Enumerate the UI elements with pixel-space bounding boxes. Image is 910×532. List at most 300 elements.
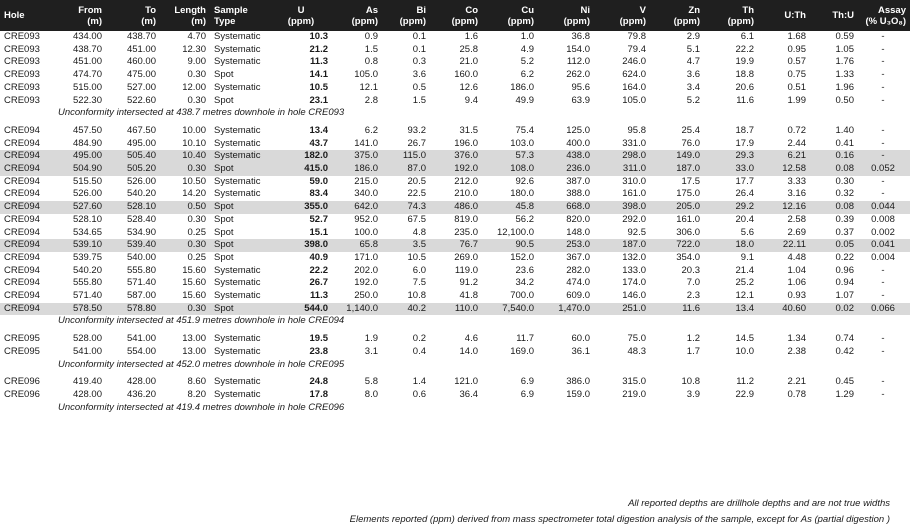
- cell-th-u: 0.45: [835, 376, 854, 388]
- cell-to: 554.00: [126, 345, 156, 357]
- col-header-co: Co (ppm): [430, 0, 482, 31]
- cell-assay: 0.004: [871, 251, 895, 263]
- cell-length: 0.50: [160, 201, 210, 214]
- cell-as: 3.1: [364, 345, 378, 357]
- cell-to: 505.20: [106, 163, 160, 176]
- cell-from: 526.00: [72, 188, 102, 200]
- cell-assay: -: [858, 150, 910, 163]
- unconformity-note: Unconformity intersected at 419.4 metres downhole in hole CRE096: [58, 401, 345, 413]
- cell-u-th: 40.60: [758, 303, 810, 316]
- cell-co: 819.0: [454, 213, 478, 225]
- cell-zn: 722.0: [650, 239, 704, 252]
- table-row: [0, 138, 910, 151]
- cell-v: 174.0: [622, 277, 646, 289]
- cell-v: 246.0: [622, 56, 646, 68]
- cell-u: 43.7: [309, 137, 328, 149]
- table-row: [0, 214, 910, 227]
- cell-cu: 12,100.0: [497, 226, 534, 238]
- cell-u: 23.8: [309, 345, 328, 357]
- cell-bi: 74.3: [382, 201, 430, 214]
- table-row: [0, 252, 910, 265]
- cell-th: 11.2: [736, 376, 754, 388]
- cell-cu: 5.2: [520, 56, 534, 68]
- table-row: [0, 188, 910, 201]
- table-header-row: [0, 0, 910, 31]
- cell-co: 486.0: [430, 201, 482, 214]
- cell-to: 555.80: [126, 264, 156, 276]
- cell-th-u: 1.96: [835, 81, 854, 93]
- cell-to: 587.00: [126, 290, 156, 302]
- cell-cu: 169.0: [510, 345, 534, 357]
- cell-th-u: 0.02: [810, 303, 858, 316]
- cell-assay: -: [881, 81, 885, 93]
- cell-u: 13.4: [309, 124, 328, 136]
- cell-u-th: 0.78: [787, 388, 806, 400]
- cell-cu: 4.9: [520, 43, 534, 55]
- cell-th: 25.2: [735, 277, 754, 289]
- cell-as: 5.8: [364, 376, 378, 388]
- cell-length: 8.60: [187, 376, 206, 388]
- cell-zn: 3.4: [686, 81, 700, 93]
- cell-hole: CRE094: [0, 303, 52, 316]
- col-header-cu: Cu (ppm): [482, 0, 538, 31]
- cell-u-th: 2.58: [787, 213, 806, 225]
- cell-hole: CRE094: [0, 163, 52, 176]
- cell-th-u: 1.05: [835, 43, 854, 55]
- cell-u-th: 1.34: [787, 333, 806, 345]
- cell-u: 544.0: [272, 303, 332, 316]
- cell-co: 160.0: [454, 69, 478, 81]
- cell-bi: 4.8: [412, 226, 426, 238]
- cell-from: 457.50: [72, 124, 102, 136]
- cell-u: 10.3: [309, 31, 328, 42]
- cell-to: 436.20: [126, 388, 156, 400]
- cell-to: 534.90: [126, 226, 156, 238]
- table-row: [0, 82, 910, 95]
- col-header-assay: Assay (% U₃O₈): [858, 0, 910, 31]
- cell-as: 952.0: [354, 213, 378, 225]
- cell-sample-type: Spot: [214, 69, 234, 81]
- cell-th: 9.1: [740, 251, 754, 263]
- cell-v: 146.0: [622, 290, 646, 302]
- cell-to: 540.00: [126, 251, 156, 263]
- table-row: [0, 44, 910, 57]
- cell-length: 0.25: [187, 226, 206, 238]
- cell-th: 29.3: [704, 150, 758, 163]
- cell-u-th: 2.44: [787, 137, 806, 149]
- cell-u: 59.0: [309, 175, 328, 187]
- cell-ni: 63.9: [571, 94, 590, 106]
- table-row: [0, 163, 910, 176]
- cell-length: 15.60: [182, 290, 206, 302]
- cell-bi: 0.2: [412, 333, 426, 345]
- cell-length: 4.70: [187, 31, 206, 42]
- table-row: [0, 239, 910, 252]
- cell-length: 0.25: [187, 251, 206, 263]
- cell-v: 79.8: [627, 31, 646, 42]
- table-body: [0, 31, 910, 414]
- cell-ni: 36.8: [571, 31, 590, 42]
- cell-as: 100.0: [354, 226, 378, 238]
- cell-cu: 1.0: [520, 31, 534, 42]
- cell-as: 8.0: [364, 388, 378, 400]
- cell-ni: 282.0: [566, 264, 590, 276]
- cell-hole: CRE094: [4, 264, 40, 276]
- cell-th-u: 0.50: [835, 94, 854, 106]
- cell-length: 15.60: [182, 277, 206, 289]
- cell-bi: 3.5: [382, 239, 430, 252]
- cell-th-u: 0.41: [835, 137, 854, 149]
- table-row: [0, 95, 910, 108]
- cell-ni: 154.0: [566, 43, 590, 55]
- cell-ni: 387.0: [566, 175, 590, 187]
- cell-th-u: 0.08: [810, 201, 858, 214]
- cell-from: 539.10: [52, 239, 106, 252]
- table-row: [0, 265, 910, 278]
- cell-as: 65.8: [332, 239, 382, 252]
- col-header-u: U (ppm): [272, 0, 332, 31]
- cell-to: 460.00: [126, 56, 156, 68]
- cell-to: 578.80: [106, 303, 160, 316]
- cell-u: 10.5: [309, 81, 328, 93]
- cell-ni: 668.0: [538, 201, 594, 214]
- cell-to: 526.00: [126, 175, 156, 187]
- cell-to: 438.70: [126, 31, 156, 42]
- cell-bi: 93.2: [407, 124, 426, 136]
- cell-length: 10.50: [182, 175, 206, 187]
- cell-cu: 45.8: [482, 201, 538, 214]
- cell-v: 132.0: [622, 251, 646, 263]
- cell-v: 75.0: [627, 333, 646, 345]
- cell-th: 20.4: [735, 213, 754, 225]
- cell-to: 522.60: [126, 94, 156, 106]
- cell-to: 451.00: [126, 43, 156, 55]
- cell-sample-type: Systematic: [214, 31, 261, 42]
- cell-v: 161.0: [622, 188, 646, 200]
- cell-zn: 5.1: [686, 43, 700, 55]
- cell-co: 376.0: [430, 150, 482, 163]
- cell-u: 83.4: [309, 188, 328, 200]
- cell-zn: 1.2: [686, 333, 700, 345]
- cell-from: 522.30: [72, 94, 102, 106]
- cell-hole: CRE094: [4, 226, 40, 238]
- cell-from: 534.65: [72, 226, 102, 238]
- cell-hole: CRE094: [4, 277, 40, 289]
- cell-sample-type: Systematic: [214, 333, 261, 345]
- cell-zn: 161.0: [676, 213, 700, 225]
- unconformity-note-row: [0, 402, 910, 415]
- cell-u-th: 2.21: [787, 376, 806, 388]
- cell-sample-type: Spot: [210, 201, 272, 214]
- cell-length: 0.30: [187, 94, 206, 106]
- cell-zn: 5.2: [686, 94, 700, 106]
- cell-cu: 49.9: [515, 94, 534, 106]
- cell-th-u: 0.42: [835, 345, 854, 357]
- cell-th: 5.6: [740, 226, 754, 238]
- cell-cu: 56.2: [515, 213, 534, 225]
- cell-assay: -: [881, 388, 885, 400]
- table-row: [0, 333, 910, 346]
- cell-cu: 700.0: [510, 290, 534, 302]
- cell-u-th: 1.04: [787, 264, 806, 276]
- cell-sample-type: Systematic: [214, 43, 261, 55]
- cell-from: 515.00: [72, 81, 102, 93]
- footnote-method: Elements reported (ppm) derived from mass spectrometer total digestion analysis of the sample, except for As (partial digestion ): [349, 514, 890, 525]
- cell-sample-type: Systematic: [214, 345, 261, 357]
- cell-from: 504.90: [52, 163, 106, 176]
- cell-th: 12.1: [735, 290, 754, 302]
- cell-length: 10.40: [160, 150, 210, 163]
- cell-assay: 0.041: [858, 239, 910, 252]
- cell-v: 164.0: [622, 81, 646, 93]
- cell-to: 539.40: [106, 239, 160, 252]
- cell-sample-type: Systematic: [214, 388, 261, 400]
- cell-co: 119.0: [454, 264, 478, 276]
- cell-ni: 367.0: [566, 251, 590, 263]
- cell-sample-type: Systematic: [214, 124, 261, 136]
- cell-th: 29.2: [704, 201, 758, 214]
- cell-ni: 36.1: [571, 345, 590, 357]
- col-header-u-th-ratio: U:Th: [758, 0, 810, 31]
- table-row: [0, 277, 910, 290]
- unconformity-note: Unconformity intersected at 438.7 metres downhole in hole CRE093: [58, 107, 345, 119]
- table-row: [0, 303, 910, 316]
- cell-bi: 22.5: [407, 188, 426, 200]
- cell-u-th: 0.51: [787, 81, 806, 93]
- cell-to: 467.50: [126, 124, 156, 136]
- cell-co: 31.5: [459, 124, 478, 136]
- cell-length: 12.30: [182, 43, 206, 55]
- cell-length: 15.60: [182, 264, 206, 276]
- cell-assay: -: [881, 345, 885, 357]
- cell-as: 340.0: [354, 188, 378, 200]
- cell-u: 355.0: [272, 201, 332, 214]
- cell-th: 11.6: [736, 94, 754, 106]
- cell-hole: CRE094: [4, 251, 40, 263]
- cell-th-u: 0.30: [835, 175, 854, 187]
- cell-as: 250.0: [354, 290, 378, 302]
- table-row: [0, 346, 910, 359]
- cell-u-th: 22.11: [758, 239, 810, 252]
- cell-u: 52.7: [309, 213, 328, 225]
- cell-zn: 1.7: [686, 345, 700, 357]
- cell-from: 474.70: [72, 69, 102, 81]
- cell-co: 21.0: [459, 56, 478, 68]
- cell-hole: CRE094: [0, 150, 52, 163]
- cell-v: 219.0: [622, 388, 646, 400]
- cell-v: 79.4: [627, 43, 646, 55]
- footnote-depths: All reported depths are drillhole depths and are not true widths: [628, 498, 890, 509]
- cell-from: 434.00: [72, 31, 102, 42]
- cell-zn: 205.0: [650, 201, 704, 214]
- cell-th: 26.4: [735, 188, 754, 200]
- cell-co: 12.6: [459, 81, 478, 93]
- cell-th-u: 1.40: [835, 124, 854, 136]
- cell-assay: -: [881, 137, 885, 149]
- cell-cu: 6.9: [520, 388, 534, 400]
- cell-u-th: 1.06: [787, 277, 806, 289]
- cell-zn: 2.9: [686, 31, 700, 42]
- cell-v: 251.0: [594, 303, 650, 316]
- unconformity-note: Unconformity intersected at 452.0 metres downhole in hole CRE095: [58, 358, 345, 370]
- cell-v: 48.3: [627, 345, 646, 357]
- cell-cu: 152.0: [510, 251, 534, 263]
- cell-as: 6.2: [364, 124, 378, 136]
- cell-from: 495.00: [52, 150, 106, 163]
- cell-ni: 386.0: [566, 376, 590, 388]
- cell-th: 18.0: [704, 239, 758, 252]
- cell-assay: -: [881, 56, 885, 68]
- cell-v: 398.0: [594, 201, 650, 214]
- cell-assay: -: [881, 264, 885, 276]
- cell-length: 10.10: [182, 137, 206, 149]
- cell-from: 515.50: [72, 175, 102, 187]
- cell-u: 182.0: [272, 150, 332, 163]
- cell-co: 76.7: [430, 239, 482, 252]
- table-row: [0, 290, 910, 303]
- cell-zn: 149.0: [650, 150, 704, 163]
- cell-co: 91.2: [459, 277, 478, 289]
- cell-length: 8.20: [187, 388, 206, 400]
- cell-co: 212.0: [454, 175, 478, 187]
- cell-zn: 306.0: [676, 226, 700, 238]
- cell-from: 539.75: [72, 251, 102, 263]
- cell-bi: 0.1: [412, 43, 426, 55]
- cell-bi: 1.4: [412, 376, 426, 388]
- cell-hole: CRE095: [4, 333, 40, 345]
- cell-co: 1.6: [464, 31, 478, 42]
- cell-co: 41.8: [459, 290, 478, 302]
- cell-ni: 1,470.0: [538, 303, 594, 316]
- cell-sample-type: Systematic: [214, 175, 261, 187]
- cell-th: 17.7: [735, 175, 754, 187]
- cell-ni: 400.0: [566, 137, 590, 149]
- table-row: [0, 227, 910, 240]
- unconformity-note-row: [0, 359, 910, 372]
- cell-th-u: 0.05: [810, 239, 858, 252]
- cell-th-u: 0.59: [835, 31, 854, 42]
- cell-u-th: 0.75: [787, 69, 806, 81]
- cell-from: 555.80: [72, 277, 102, 289]
- cell-hole: CRE093: [4, 56, 40, 68]
- cell-v: 310.0: [622, 175, 646, 187]
- cell-v: 133.0: [622, 264, 646, 276]
- cell-v: 298.0: [594, 150, 650, 163]
- cell-assay: -: [881, 175, 885, 187]
- cell-zn: 4.7: [686, 56, 700, 68]
- cell-cu: 180.0: [510, 188, 534, 200]
- cell-co: 192.0: [430, 163, 482, 176]
- cell-th-u: 0.37: [835, 226, 854, 238]
- cell-u: 15.1: [309, 226, 328, 238]
- cell-v: 292.0: [622, 213, 646, 225]
- cell-u-th: 1.68: [787, 31, 806, 42]
- cell-as: 0.9: [364, 31, 378, 42]
- cell-th-u: 1.33: [835, 69, 854, 81]
- table-row: [0, 56, 910, 69]
- cell-sample-type: Spot: [210, 163, 272, 176]
- cell-bi: 87.0: [382, 163, 430, 176]
- cell-hole: CRE096: [4, 388, 40, 400]
- cell-zn: 7.0: [686, 277, 700, 289]
- cell-co: 235.0: [454, 226, 478, 238]
- cell-from: 428.00: [72, 388, 102, 400]
- cell-u-th: 6.21: [758, 150, 810, 163]
- table-row: [0, 125, 910, 138]
- cell-as: 2.8: [364, 94, 378, 106]
- cell-sample-type: Systematic: [210, 150, 272, 163]
- cell-co: 121.0: [454, 376, 478, 388]
- cell-cu: 90.5: [482, 239, 538, 252]
- cell-bi: 0.3: [412, 56, 426, 68]
- cell-assay: -: [881, 94, 885, 106]
- cell-assay: -: [881, 69, 885, 81]
- unconformity-note-row: [0, 107, 910, 120]
- cell-ni: 438.0: [538, 150, 594, 163]
- col-header-hole: Hole: [0, 0, 52, 31]
- cell-v: 331.0: [622, 137, 646, 149]
- cell-ni: 125.0: [566, 124, 590, 136]
- cell-to: 428.00: [126, 376, 156, 388]
- cell-co: 269.0: [454, 251, 478, 263]
- cell-v: 95.8: [627, 124, 646, 136]
- cell-u: 11.3: [310, 56, 328, 68]
- cell-v: 92.5: [627, 226, 646, 238]
- cell-length: 0.30: [160, 303, 210, 316]
- cell-th-u: 0.96: [835, 264, 854, 276]
- cell-hole: CRE093: [4, 94, 40, 106]
- cell-as: 1.9: [364, 333, 378, 345]
- cell-u-th: 0.57: [787, 56, 806, 68]
- cell-length: 10.00: [182, 124, 206, 136]
- cell-sample-type: Systematic: [214, 56, 261, 68]
- cell-u: 23.1: [309, 94, 328, 106]
- cell-as: 1,140.0: [332, 303, 382, 316]
- cell-th: 21.4: [735, 264, 754, 276]
- cell-v: 187.0: [594, 239, 650, 252]
- cell-co: 9.4: [464, 94, 478, 106]
- cell-bi: 115.0: [382, 150, 430, 163]
- cell-sample-type: Spot: [214, 213, 234, 225]
- cell-to: 527.00: [126, 81, 156, 93]
- table-row: [0, 389, 910, 402]
- cell-ni: 236.0: [538, 163, 594, 176]
- cell-zn: 175.0: [676, 188, 700, 200]
- cell-sample-type: Systematic: [214, 290, 261, 302]
- cell-ni: 95.6: [571, 81, 590, 93]
- cell-th-u: 0.94: [835, 277, 854, 289]
- cell-bi: 0.1: [412, 31, 426, 42]
- cell-assay: 0.044: [858, 201, 910, 214]
- cell-co: 25.8: [459, 43, 478, 55]
- cell-u: 22.2: [309, 264, 328, 276]
- cell-hole: CRE094: [0, 239, 52, 252]
- cell-hole: CRE094: [4, 137, 40, 149]
- cell-co: 196.0: [454, 137, 478, 149]
- cell-th: 33.0: [704, 163, 758, 176]
- cell-sample-type: Spot: [214, 226, 234, 238]
- cell-th: 10.0: [735, 345, 754, 357]
- table-row: [0, 376, 910, 389]
- cell-co: 36.4: [459, 388, 478, 400]
- cell-length: 12.00: [182, 81, 206, 93]
- cell-as: 215.0: [354, 175, 378, 187]
- cell-bi: 1.5: [412, 94, 426, 106]
- cell-assay: -: [881, 31, 885, 42]
- cell-assay: 0.052: [858, 163, 910, 176]
- cell-cu: 11.7: [516, 333, 534, 345]
- cell-sample-type: Spot: [210, 303, 272, 316]
